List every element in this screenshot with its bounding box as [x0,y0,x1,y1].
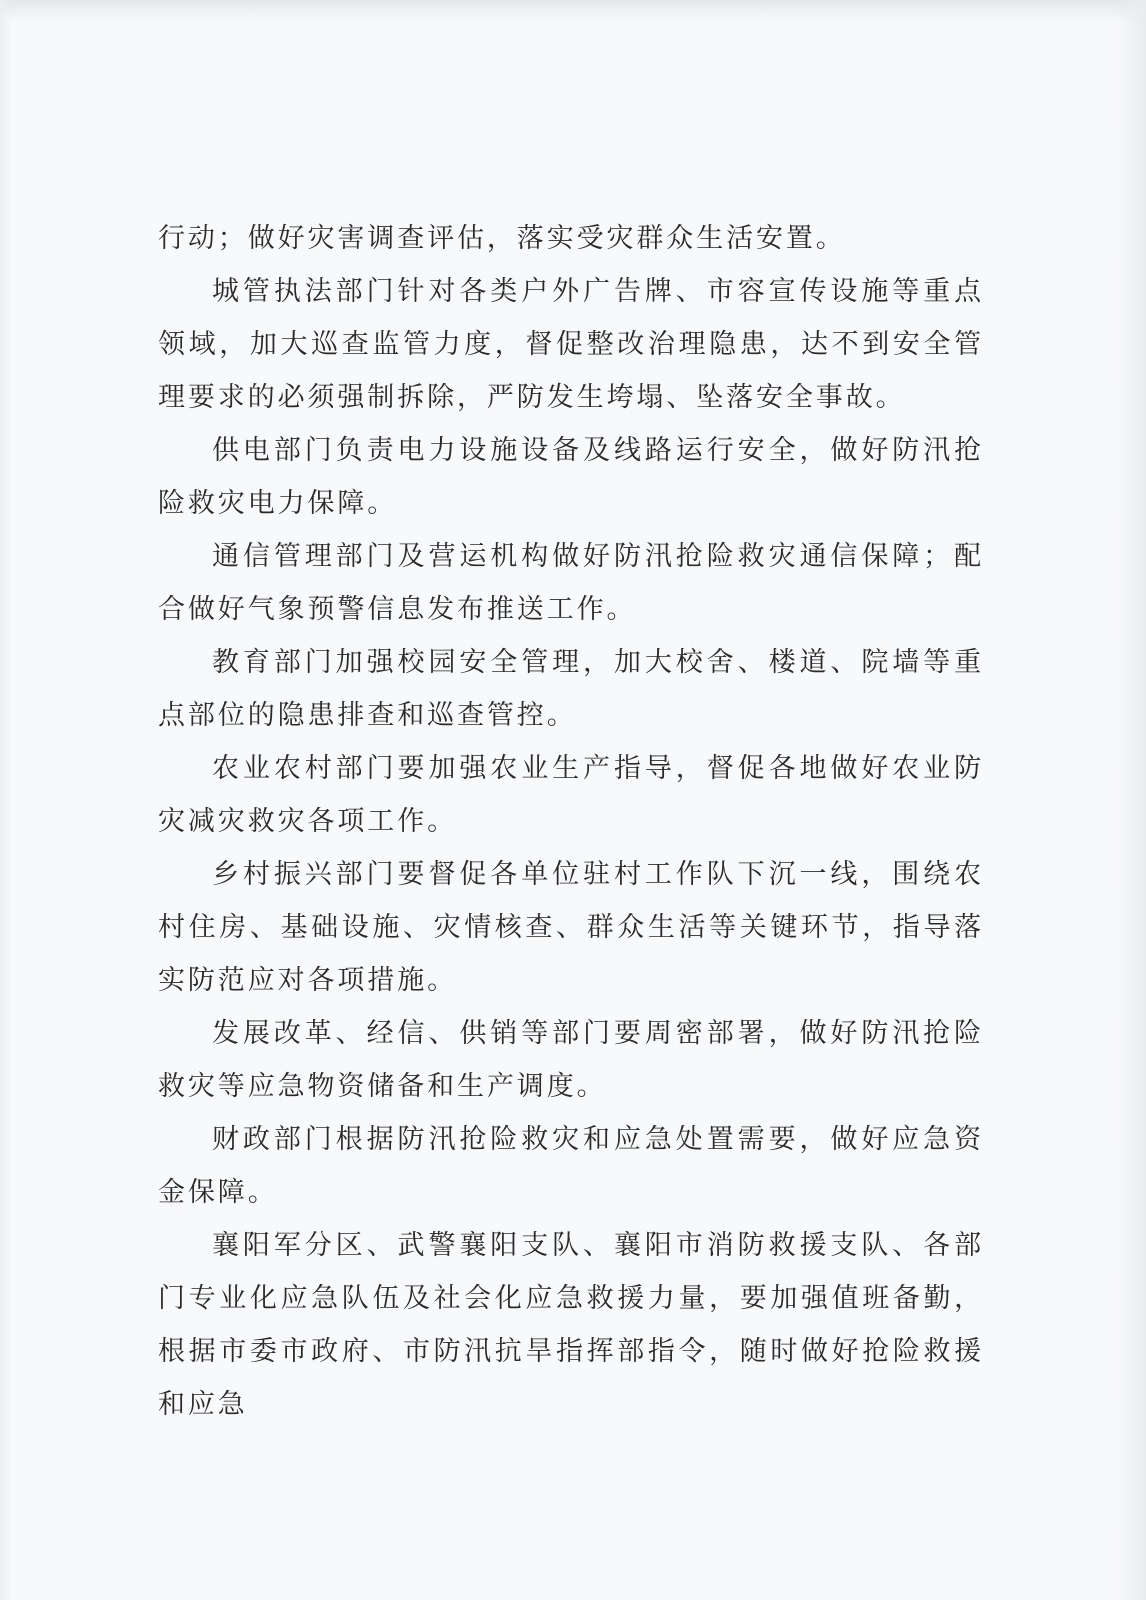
paragraph-agriculture: 农业农村部门要加强农业生产指导，督促各地做好农业防灾减灾救灾各项工作。 [158,753,984,837]
paragraph-power-supply: 供电部门负责电力设施设备及线路运行安全，做好防汛抢险救灾电力保障。 [158,435,984,519]
paragraph-education: 教育部门加强校园安全管理，加大校舍、楼道、院墙等重点部位的隐患排查和巡查管控。 [158,647,984,731]
scan-shadow-right [1116,0,1146,1600]
paragraph-rural-revitalization: 乡村振兴部门要督促各单位驻村工作队下沉一线，围绕农村住房、基础设施、灾情核查、群众生活等关键环节，指导落实防范应对各项措施。 [158,859,984,996]
paragraph-communications: 通信管理部门及营运机构做好防汛抢险救灾通信保障；配合做好气象预警信息发布推送工作。 [158,541,984,625]
paragraph-development-reform: 发展改革、经信、供销等部门要周密部署，做好防汛抢险救灾等应急物资储备和生产调度。 [158,1018,984,1102]
paragraph-military-rescue: 襄阳军分区、武警襄阳支队、襄阳市消防救援支队、各部门专业化应急队伍及社会化应急救援力量，要加强值班备勤，根据市委市政府、市防汛抗旱指挥部指令，随时做好抢险救援和应急 [158,1230,984,1420]
paragraph-urban-management: 城管执法部门针对各类户外广告牌、市容宣传设施等重点领域，加大巡查监管力度，督促整改治理隐患，达不到安全管理要求的必须强制拆除，严防发生垮塌、坠落安全事故。 [158,276,984,413]
paragraph-continuation: 行动；做好灾害调查评估，落实受灾群众生活安置。 [158,223,846,254]
document-body [158,212,984,1431]
scan-shadow-left [0,0,12,1600]
paragraph-finance: 财政部门根据防汛抢险救灾和应急处置需要，做好应急资金保障。 [158,1124,984,1208]
scan-shadow-top [0,0,1146,22]
